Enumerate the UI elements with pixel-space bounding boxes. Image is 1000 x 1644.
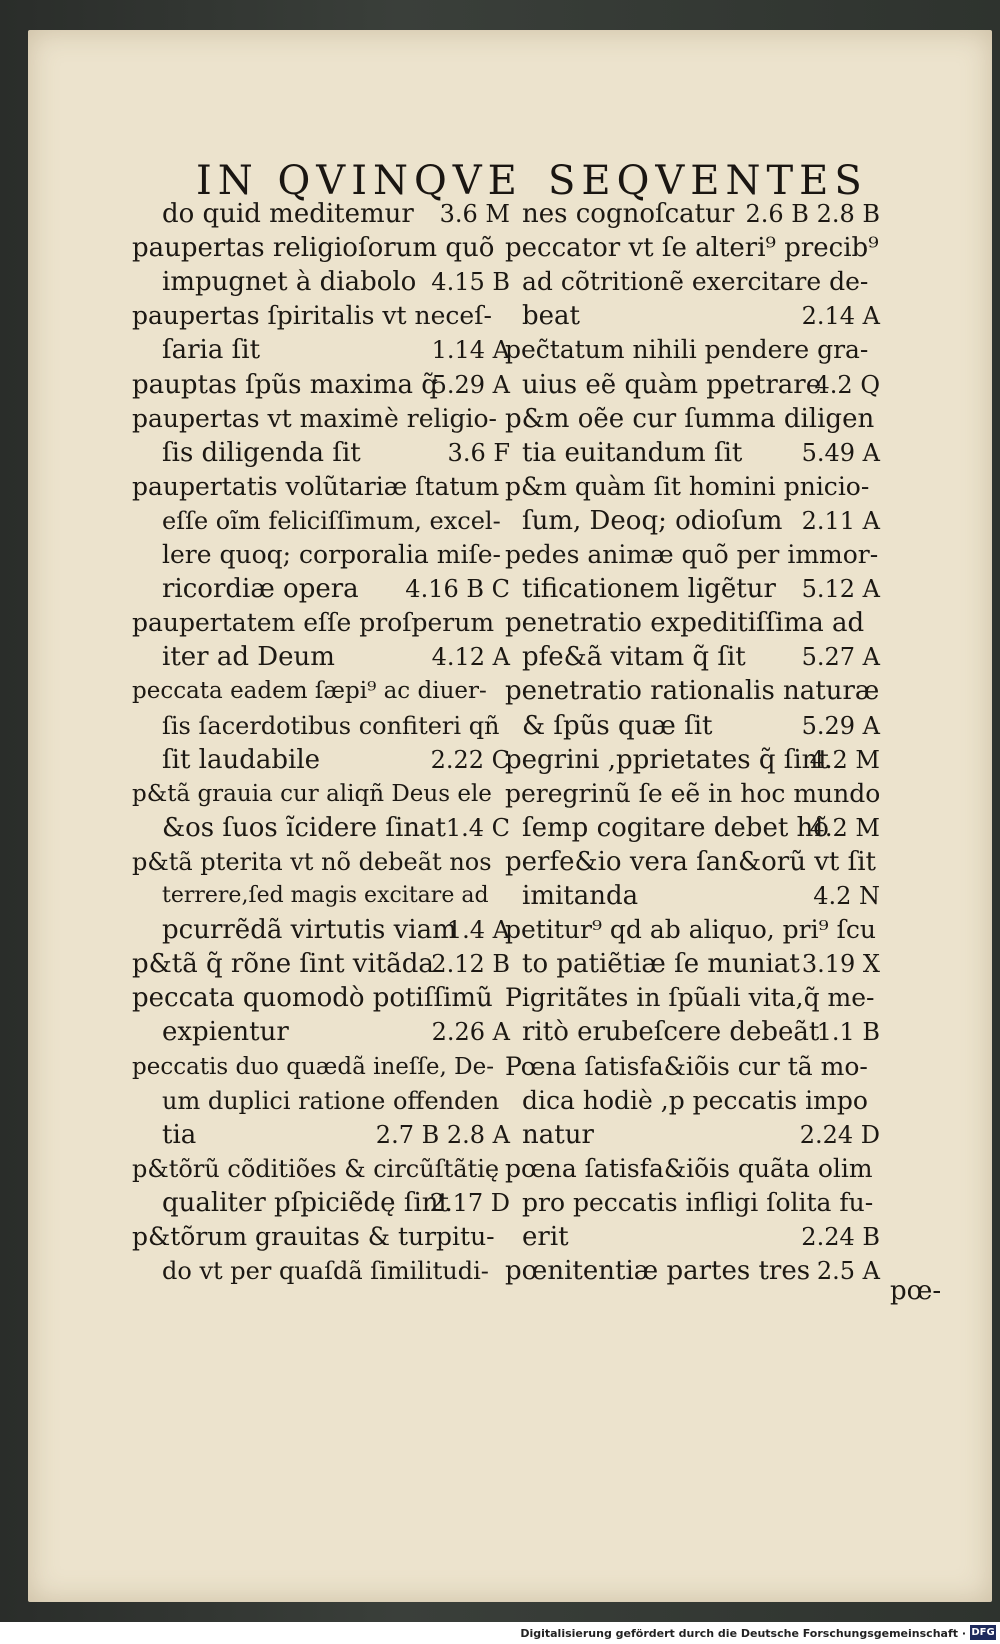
entry-text: p&tõrum grauitas & turpitu- <box>132 1222 495 1251</box>
entry-text: p&tã grauia cur aliqñ Deus ele <box>132 780 492 807</box>
index-entry <box>505 780 880 808</box>
entry-text: pec̃tatum nihili pendere gra- <box>505 335 869 365</box>
entry-text: paupertas ſpiritalis vt neceſ- <box>132 301 492 331</box>
entry-text: tia <box>162 1119 197 1150</box>
index-entry <box>132 302 492 330</box>
dfg-logo: DFG <box>971 1627 995 1638</box>
entry-text: do quid meditemur <box>162 199 414 229</box>
entry-text: nes cognoſcatur <box>522 199 735 229</box>
index-entry <box>162 1257 489 1285</box>
entry-text: dica hodiè ,p peccatis impo <box>522 1085 868 1115</box>
entry-text: terrere,ſed magis excitare ad <box>162 883 489 908</box>
entry-reference: 2.17 D <box>429 1188 510 1217</box>
index-entry <box>505 405 874 433</box>
entry-reference: 2.5 A <box>816 1257 880 1286</box>
index-entry <box>505 1155 873 1183</box>
index-entry <box>162 882 489 910</box>
index-entry <box>505 848 876 876</box>
entry-text: natur <box>522 1119 594 1150</box>
entry-reference: 3.6 F <box>447 438 510 467</box>
entry-text: pœnitentiæ partes tres <box>505 1256 811 1287</box>
entry-text: p&tã q̃ rõne ſint vitãda <box>132 949 434 980</box>
entry-reference: 5.49 A <box>801 438 880 467</box>
entry-reference: 1.1 B <box>816 1018 880 1047</box>
entry-text: &os ſuos ĩcidere ſinat <box>162 812 446 843</box>
index-entry <box>522 643 746 671</box>
entry-text: pfe&ã vitam q̃ ſit <box>522 642 746 673</box>
entry-text: ſum, Deoq; odioſum <box>522 505 783 536</box>
index-entry <box>522 950 800 978</box>
entry-text: expientur <box>162 1017 289 1048</box>
index-entry <box>522 507 782 535</box>
index-entry <box>132 473 499 501</box>
catchword: pœ- <box>890 1276 942 1306</box>
entry-text: ſis diligenda ſit <box>162 437 361 468</box>
entry-text: Pœna ſatisfa&iõis cur tã mo- <box>505 1051 868 1081</box>
index-entry <box>162 268 416 296</box>
index-entry <box>162 1189 449 1217</box>
index-entry <box>505 746 829 774</box>
entry-text: iter ad Deum <box>162 642 335 673</box>
index-entry <box>162 1018 289 1046</box>
index-entry <box>522 1223 569 1251</box>
entry-reference: 2.12 B <box>431 950 510 979</box>
entry-text: qualiter pſpiciẽdę ſint <box>162 1187 449 1218</box>
index-entry <box>505 984 875 1012</box>
entry-reference: 1.4 A <box>446 916 510 945</box>
entry-reference: 2.22 C <box>430 745 510 774</box>
entry-reference: 4.16 B C <box>405 575 510 604</box>
entry-reference: 4.2 M <box>809 745 880 774</box>
entry-text: peccator vt ſe alteri⁹ precib⁹ <box>505 233 879 264</box>
entry-text: pegrini ,pprietates q̃ ſint <box>505 744 829 775</box>
entry-text: imitanda <box>522 881 639 911</box>
index-entry <box>505 234 879 262</box>
index-entry <box>162 575 359 603</box>
index-entry <box>132 848 492 876</box>
entry-reference: 4.12 A <box>431 643 510 672</box>
index-entry <box>132 234 494 262</box>
entry-text: ſis ſacerdotibus confiteri qñ <box>162 711 500 740</box>
index-entry <box>162 1087 499 1115</box>
index-entry <box>505 916 876 944</box>
index-entry <box>522 575 776 603</box>
entry-text: to patiẽtiæ ſe muniat <box>522 949 800 980</box>
entry-text: peccatis duo quædã ineſſe, De- <box>132 1053 494 1080</box>
index-entry <box>505 609 864 637</box>
index-entry <box>162 507 501 535</box>
entry-reference: 5.27 A <box>801 643 880 672</box>
entry-text: p&m quàm ſit homini pnicio- <box>505 471 870 501</box>
entry-text: ritò erubeſcere debeãt <box>522 1017 820 1048</box>
entry-text: pedes animæ quõ per immor- <box>505 540 879 569</box>
index-entry <box>132 405 497 433</box>
running-head-right: SEQVENTES <box>548 158 868 204</box>
entry-reference: 5.12 A <box>801 575 880 604</box>
entry-reference: 2.11 A <box>801 506 880 535</box>
index-entry <box>522 439 742 467</box>
entry-reference: 2.7 B 2.8 A <box>375 1120 510 1149</box>
index-entry <box>162 916 457 944</box>
entry-reference: 2.14 A <box>801 302 880 331</box>
index-entry <box>505 1053 868 1081</box>
index-entry <box>522 302 580 330</box>
entry-text: paupertas religioſorum quõ <box>132 233 495 264</box>
entry-reference: 1.14 A <box>431 336 510 365</box>
entry-reference: 4.2 M <box>809 813 880 842</box>
entry-reference: 3.6 M <box>439 200 510 228</box>
index-entry <box>162 712 500 740</box>
entry-text: p&tõrũ cõditiões & circũſtãtię <box>132 1154 500 1183</box>
entry-text: Pigritãtes in ſpũali vita,q̃ me- <box>505 983 875 1013</box>
entry-reference: 4.2 Q <box>814 370 880 399</box>
index-entry <box>132 371 438 399</box>
entry-text: penetratio expeditiſſima ad <box>505 608 865 639</box>
entry-reference: 2.26 A <box>431 1018 510 1047</box>
entry-text: paupertatem eſſe proſperum <box>132 608 495 638</box>
entry-text: paupertatis volũtariæ ſtatum <box>132 471 500 501</box>
index-entry <box>522 268 868 296</box>
entry-text: penetratio rationalis naturæ <box>505 676 880 707</box>
index-entry <box>505 336 868 364</box>
entry-text: lere quoq; corporalia miſe- <box>162 540 501 569</box>
entry-reference: 4.2 N <box>813 882 880 910</box>
entry-text: beat <box>522 301 580 332</box>
entry-text: um duplici ratione offenden <box>162 1086 500 1115</box>
index-entry <box>522 882 638 910</box>
entry-text: pro peccatis infligi ſolita fu- <box>522 1187 874 1217</box>
entry-text: pauptas ſpũs maxima q̃ <box>132 369 438 400</box>
entry-text: ad cõtritionẽ exercitare de- <box>522 267 869 297</box>
index-entry <box>162 439 361 467</box>
index-entry <box>162 1121 196 1149</box>
index-entry <box>162 541 501 569</box>
index-entry <box>522 1189 873 1217</box>
entry-text: pœna ſatisfa&iõis quãta olim <box>505 1153 873 1183</box>
index-entry <box>505 1257 810 1285</box>
index-entry <box>522 1121 594 1149</box>
entry-reference: 2.24 B <box>801 1223 880 1251</box>
index-entry <box>505 541 878 569</box>
index-entry <box>162 814 446 842</box>
index-entry <box>505 677 879 705</box>
entry-reference: 2.6 B 2.8 B <box>745 200 880 228</box>
index-entry <box>132 609 494 637</box>
running-head-left: IN QVINQVE <box>196 158 523 204</box>
index-entry <box>162 746 320 774</box>
entry-text: p&tã pterita vt nõ debeãt nos <box>132 847 492 876</box>
entry-text: ricordiæ opera <box>162 574 359 605</box>
index-entry <box>132 1223 495 1251</box>
entry-text: ſaria ſit <box>162 335 261 366</box>
entry-reference: 5.29 A <box>431 370 510 399</box>
entry-text: ſit laudabile <box>162 744 321 775</box>
entry-text: eſſe oĩm feliciſſimum, excel- <box>162 506 501 535</box>
entry-text: peregrinũ ſe eẽ in hoc mundo <box>505 778 881 808</box>
index-entry <box>522 1018 819 1046</box>
entry-text: pcurrẽdã virtutis viam <box>162 915 457 946</box>
index-entry <box>162 643 335 671</box>
entry-text: & ſpũs quæ ſit <box>522 710 713 741</box>
entry-text: perfe&io vera ſan&orũ vt ſit <box>505 846 877 877</box>
entry-reference: 3.19 X <box>801 950 880 979</box>
entry-text: do vt per quaſdã ſimilitudi- <box>162 1257 489 1286</box>
index-entry <box>162 336 260 364</box>
index-entry <box>132 1155 499 1183</box>
entry-text: paupertas vt maximè religio- <box>132 403 497 433</box>
entry-reference: 1.4 C <box>445 813 510 842</box>
entry-text: tificationem ligẽtur <box>522 574 776 605</box>
entry-text: impugnet à diabolo <box>162 267 417 298</box>
entry-reference: 4.15 B <box>431 268 510 297</box>
index-entry <box>522 371 821 399</box>
entry-text: p&m oẽe cur ſumma diligen <box>505 403 875 434</box>
entry-text: ſemp cogitare debet hõ <box>522 812 829 843</box>
index-entry <box>132 780 492 808</box>
index-entry <box>132 950 434 978</box>
index-entry <box>522 814 829 842</box>
index-entry <box>132 677 487 705</box>
entry-text: tia euitandum ſit <box>522 437 743 468</box>
index-entry <box>132 984 493 1012</box>
entry-text: peccata quomodò potiſſimũ <box>132 983 493 1014</box>
entry-text: erit <box>522 1222 569 1252</box>
entry-reference: 2.24 D <box>799 1120 880 1149</box>
entry-reference: 5.29 A <box>801 711 880 740</box>
entry-text: uius eẽ quàm ppetrare <box>522 369 822 400</box>
entry-text: peccata eadem ſæpi⁹ ac diuer- <box>132 678 487 705</box>
index-entry <box>132 1053 494 1081</box>
index-entry <box>522 1087 868 1115</box>
index-entry <box>505 473 869 501</box>
index-entry <box>522 200 734 228</box>
digitization-credit: Digitalisierung gefördert durch die Deutsche Forschungsgemeinschaft · <box>520 1627 966 1640</box>
index-entry <box>162 200 414 228</box>
entry-text: petitur⁹ qd ab aliquo, pri⁹ ſcu <box>505 915 876 945</box>
index-entry <box>522 712 713 740</box>
